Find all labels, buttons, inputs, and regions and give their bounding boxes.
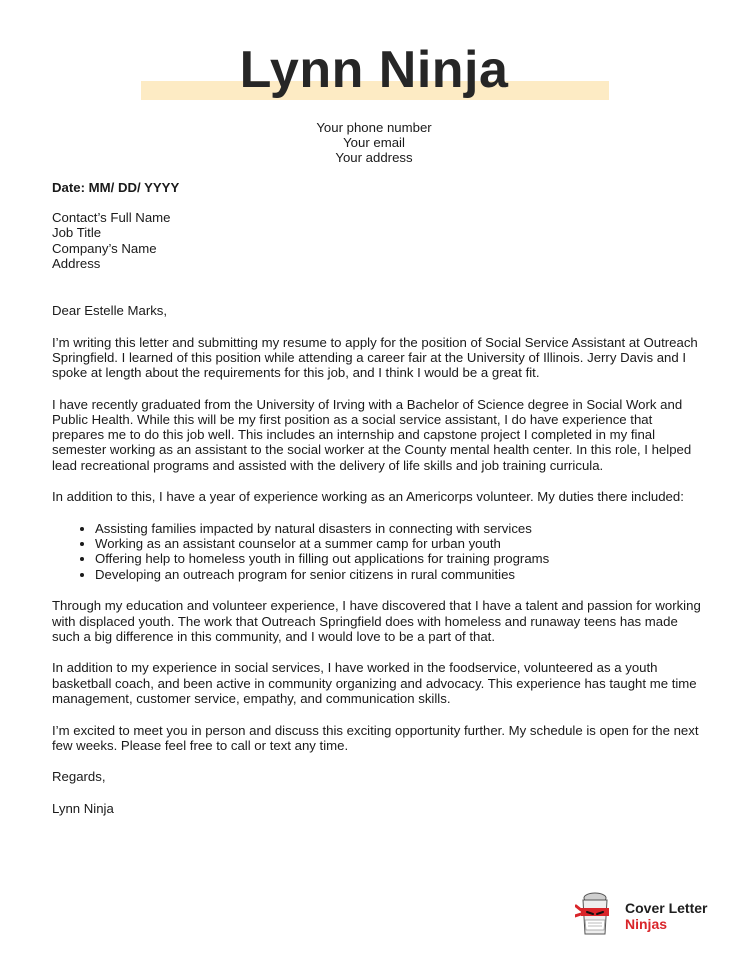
ninja-mascot-icon — [575, 890, 617, 938]
recipient-title: Job Title — [52, 225, 102, 241]
paragraph-americorps: In addition to this, I have a year of experience working as an Americorps volunteer. My duties there included: — [52, 489, 684, 505]
signature: Lynn Ninja — [52, 801, 114, 817]
contact-block — [0, 120, 748, 166]
recipient-block — [52, 210, 702, 271]
list-item: • Assisting families impacted by natural disasters in connecting with services — [95, 521, 702, 536]
logo-line-2: Ninjas — [625, 916, 668, 932]
recipient-name: Contact’s Full Name — [52, 210, 171, 226]
recipient-address: Address — [52, 255, 101, 271]
duties-list — [52, 521, 702, 582]
applicant-name: Lynn Ninja — [239, 41, 509, 99]
contact-phone: Your phone number — [316, 120, 432, 135]
recipient-company: Company’s Name — [52, 240, 157, 256]
paragraph-intro: I’m writing this letter and submitting my resume to apply for the position of Social Service Assistant at Outreach Springfield. I learned of this position while attending a career fair at the University of Illinois. Jerry Davis and I spoke at length about the requirements for this job, and I think I would be a great fit. — [52, 334, 698, 381]
name-header — [0, 40, 748, 102]
list-item: • Working as an assistant counselor at a summer camp for urban youth — [95, 536, 702, 551]
list-item: • Offering help to homeless youth in filling out applications for training programs — [95, 551, 702, 566]
letter-body — [52, 180, 702, 833]
paragraph-closing: I’m excited to meet you in person and discuss this exciting opportunity further. My schedule is open for the next few weeks. Please feel free to call or text any time. — [52, 722, 699, 753]
greeting: Dear Estelle Marks, — [52, 303, 168, 319]
contact-email: Your email — [343, 135, 405, 151]
logo-line-1: Cover Letter — [625, 900, 708, 916]
letter-date: Date: MM/ DD/ YYYY — [52, 180, 180, 195]
logo-wordmark — [625, 900, 707, 932]
paragraph-experience: In addition to my experience in social services, I have worked in the foodservice, volunteered as a youth basketball coach, and been active in community organizing and advocacy. This experience has taught me time management, customer service, empathy, and communication skills. — [52, 660, 697, 706]
brand-logo — [575, 890, 735, 938]
paragraph-passion: Through my education and volunteer experience, I have discovered that I have a talent and passion for working with displaced youth. The work that Outreach Springfield does with homeless and runaway teens has made such a big difference in this community, and I would love to be a part of that. — [52, 598, 701, 644]
signoff: Regards, — [52, 769, 106, 785]
list-item: • Developing an outreach program for senior citizens in rural communities — [95, 567, 702, 582]
paragraph-education: I have recently graduated from the University of Irving with a Bachelor of Science degree in Social Work and Public Health. While this will be my first position as a social service assistant, I do have experience that prepares me to do this job well. This includes an internship and capstone project I completed in my final semester working as an assistant to the social worker at the County mental health center. In this role, I helped lead recreational programs and assisted with the delivery of life skills and job training curricula. — [52, 396, 692, 473]
contact-address: Your address — [335, 150, 413, 166]
